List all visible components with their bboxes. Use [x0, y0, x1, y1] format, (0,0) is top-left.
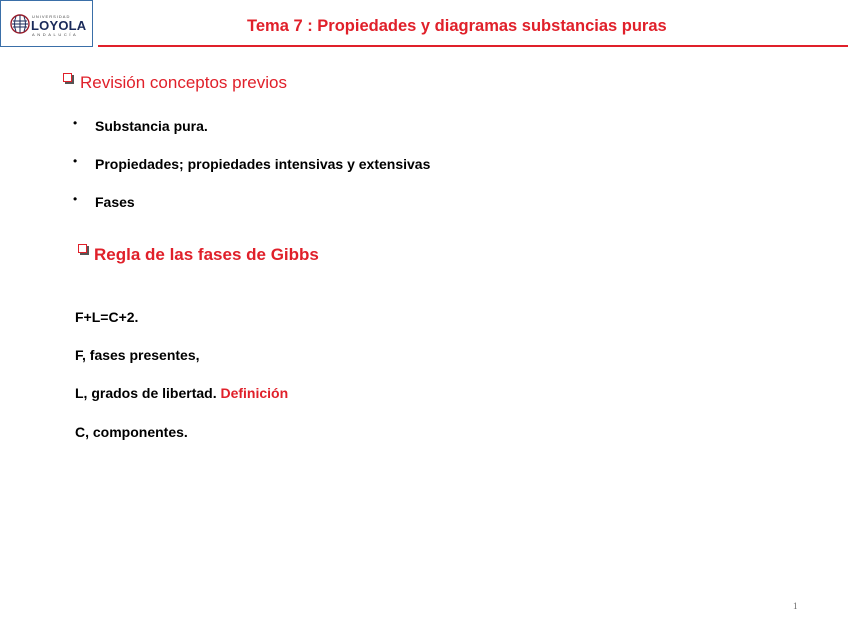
slide-title: Tema 7 : Propiedades y diagramas substancias puras	[247, 17, 667, 35]
bullet-icon: •	[73, 116, 78, 130]
checkbox-bullet-icon	[63, 73, 72, 82]
university-logo	[0, 0, 93, 47]
logo-top-text: UNIVERSIDAD	[32, 14, 71, 19]
definition-l	[75, 385, 288, 401]
definition-f: F, fases presentes,	[75, 347, 200, 363]
bullet-icon: •	[73, 154, 78, 168]
logo-name: LOYOLA	[31, 18, 87, 33]
globe-emblem-icon	[10, 14, 30, 34]
gibbs-formula: F+L=C+2.	[75, 309, 139, 325]
section-heading-revision: Revisión conceptos previos	[80, 73, 287, 92]
page-number: 1	[793, 601, 798, 611]
definition-l-text: L, grados de libertad.	[75, 385, 217, 401]
definicion-link[interactable]: Definición	[220, 385, 289, 401]
logo-sub-text: ANDALUCÍA	[32, 32, 79, 37]
list-item-propiedades: Propiedades; propiedades intensivas y extensivas	[95, 156, 431, 172]
definition-c: C, componentes.	[75, 424, 188, 440]
title-underline	[98, 45, 848, 47]
list-item-substancia: Substancia pura.	[95, 118, 208, 134]
checkbox-bullet-icon	[78, 244, 87, 253]
list-item-fases: Fases	[95, 194, 135, 210]
bullet-icon: •	[73, 192, 78, 206]
section-heading-gibbs: Regla de las fases de Gibbs	[94, 245, 319, 264]
